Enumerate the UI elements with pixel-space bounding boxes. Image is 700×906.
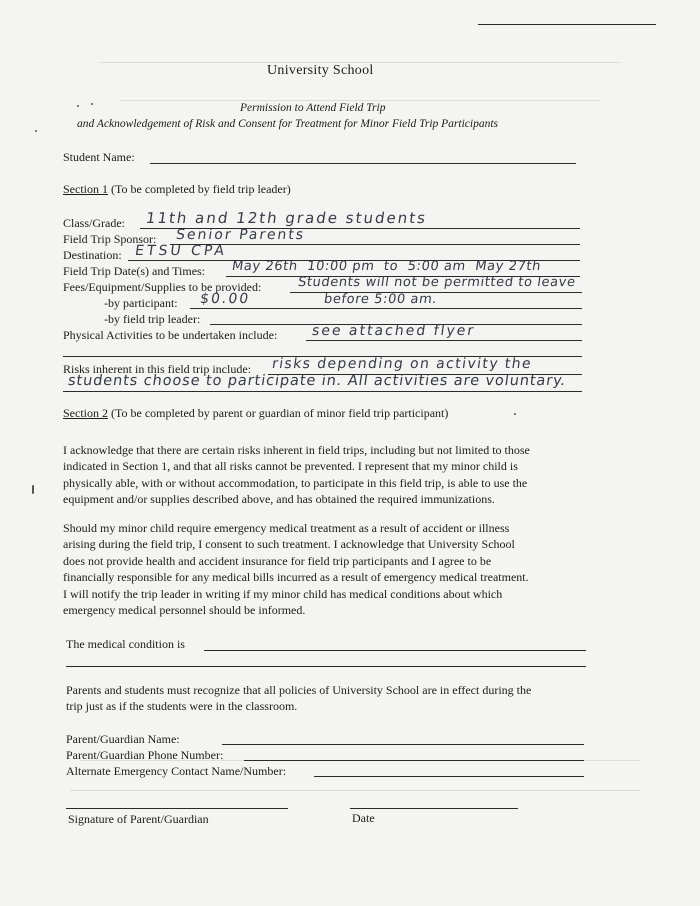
by-participant-value: $0.00 [198,291,252,307]
destination-label: Destination: [63,248,122,262]
top-corner-line [478,24,656,25]
by-participant-note: before 5:00 am. [322,292,439,307]
sponsor-field[interactable] [170,244,580,245]
sponsor-label: Field Trip Sponsor: [63,232,157,246]
signature-label: Signature of Parent/Guardian [68,812,209,826]
physical-activities-field[interactable] [306,340,582,341]
risks-field-2[interactable] [63,391,582,392]
date-label: Date [352,811,375,825]
physical-activities-label: Physical Activities to be undertaken include: [63,328,278,342]
medical-condition-label: The medical condition is [66,637,185,651]
physical-activities-value: see attached flyer [310,323,477,339]
student-name-field[interactable] [150,163,576,164]
trip-dates-value: May 26th 10:00 pm to 5:00 am May 27th [230,259,543,274]
signature-field[interactable] [66,808,288,809]
class-grade-value: 11th and 12th grade students [144,209,429,227]
alt-contact-label: Alternate Emergency Contact Name/Number: [66,764,287,778]
risks-value-1: risks depending on activity the [270,356,534,372]
form-subtitle-1: Permission to Attend Field Trip [240,102,386,114]
class-grade-label: Class/Grade: [63,216,125,230]
form-subtitle-2: and Acknowledgement of Risk and Consent for Treatment for Minor Field Trip Participants [77,118,499,130]
by-participant-field[interactable] [190,308,582,309]
section2-heading: Section 2 (To be completed by parent or guardian of minor field trip participant) [63,406,449,420]
guardian-phone-field[interactable] [244,760,584,761]
section1-heading: Section 1 (To be completed by field trip leader) [63,182,291,196]
fees-value: Students will not be permitted to leave [296,275,577,290]
sponsor-value: Senior Parents [174,227,307,243]
medical-condition-field[interactable] [204,650,586,651]
guardian-name-field[interactable] [222,744,584,745]
trip-dates-label: Field Trip Date(s) and Times: [63,264,206,278]
risks-label: Risks inherent in this field trip include: [63,362,251,376]
medical-condition-field-2[interactable] [66,666,586,667]
school-title: University School [267,63,374,78]
alt-contact-field[interactable] [314,776,584,777]
acknowledgement-paragraph: I acknowledge that there are certain risks inherent in field trips, including but not limited to those indicated in Section 1, and that all risks cannot be prevented. I represent that my minor child is physically able, with or without accommodation, to participate in this field trip, is able to use the equipment and/or supplies described above, and has obtained the required immunizations. [63,443,530,507]
by-leader-label: -by field trip leader: [104,312,201,326]
student-name-label: Student Name: [63,150,135,164]
policy-paragraph: Parents and students must recognize that all policies of University School are in effect during the trip just as if the students were in the classroom. [66,683,532,714]
by-participant-label: -by participant: [104,296,178,310]
medical-consent-paragraph: Should my minor child require emergency medical treatment as a result of accident or illness arising during the field trip, I consent to such treatment. I acknowledge that University School does not provide health and accident insurance for field trip participants and I agree to be financially responsible for any medical bills incurred as a result of emergency medical treatment. I will notify the trip leader in writing if my minor child has medical conditions about which emergency medical personnel should be informed. [63,521,529,618]
risks-value-2: students choose to participate in. All activities are voluntary. [66,373,568,389]
guardian-phone-label: Parent/Guardian Phone Number: [66,748,224,762]
destination-value: ETSU CPA [133,243,229,259]
date-field[interactable] [350,808,518,809]
guardian-name-label: Parent/Guardian Name: [66,732,180,746]
fees-label: Fees/Equipment/Supplies to be provided: [63,280,262,294]
